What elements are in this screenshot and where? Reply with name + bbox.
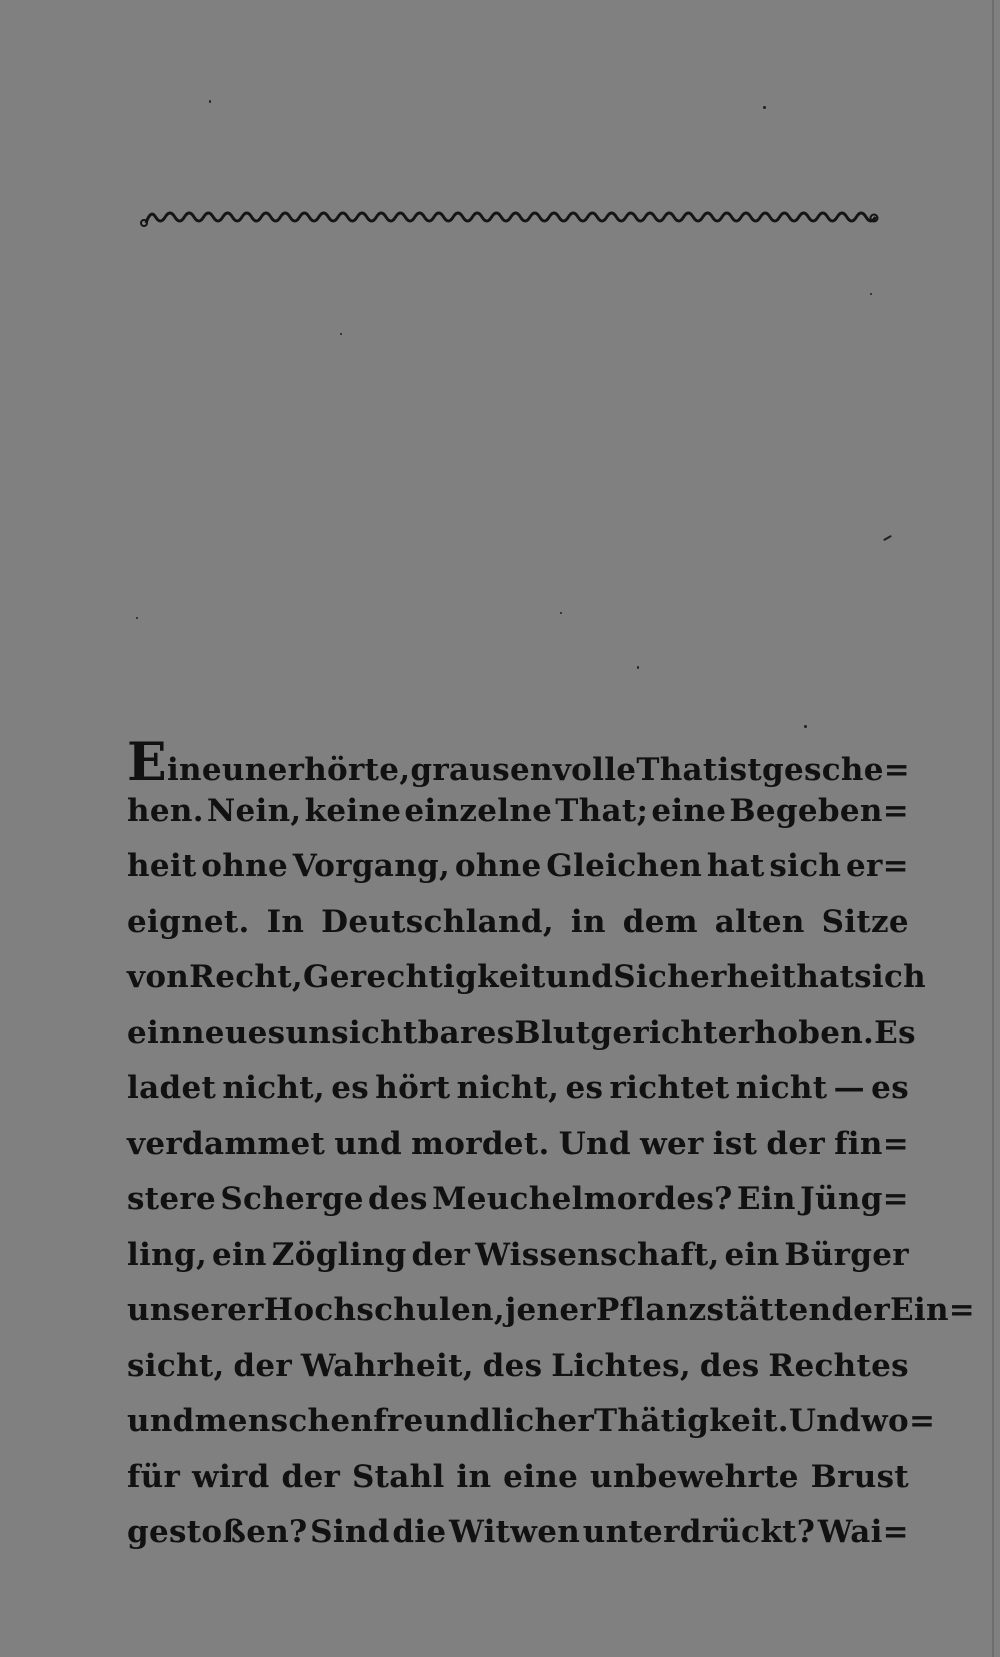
paper-speck bbox=[560, 612, 562, 614]
text-word: eine bbox=[503, 1458, 579, 1495]
text-word: Ein= bbox=[889, 1292, 976, 1328]
text-word: menschenfreundlicher bbox=[194, 1403, 595, 1439]
page-edge-shadow bbox=[992, 0, 994, 1657]
ornament-curl-left bbox=[141, 220, 147, 226]
ornament-wave bbox=[146, 213, 876, 223]
text-word: ein bbox=[127, 1014, 182, 1051]
body-text bbox=[127, 732, 976, 1570]
text-word: ohne bbox=[454, 848, 542, 884]
text-line bbox=[127, 1292, 976, 1348]
text-line bbox=[127, 848, 909, 904]
text-word: Wai= bbox=[817, 1514, 909, 1550]
text-word: wo= bbox=[861, 1403, 936, 1439]
text-word: Sitze bbox=[821, 903, 909, 940]
text-word: es bbox=[871, 1070, 909, 1106]
text-word: Sind bbox=[310, 1514, 390, 1550]
paper-speck bbox=[340, 333, 342, 335]
text-word: sich bbox=[769, 848, 842, 884]
text-word: Begeben= bbox=[729, 792, 909, 829]
text-word: gesche= bbox=[762, 752, 911, 788]
text-word: der bbox=[766, 1125, 826, 1162]
wavy-ornament-rule bbox=[140, 203, 880, 233]
text-word: des bbox=[699, 1347, 760, 1384]
paper-speck bbox=[883, 535, 892, 541]
text-line bbox=[127, 1403, 936, 1459]
text-line bbox=[127, 1181, 909, 1237]
text-word: alten bbox=[714, 903, 805, 940]
text-word: Blutgericht bbox=[514, 1014, 718, 1051]
text-word: unerhörte, bbox=[221, 752, 411, 788]
text-word: grausenvolle bbox=[410, 752, 637, 788]
paper-speck bbox=[637, 666, 639, 669]
text-line bbox=[127, 904, 909, 960]
paper-speck bbox=[209, 100, 211, 103]
text-word: ist bbox=[712, 1125, 758, 1162]
text-word: Wissenschaft, bbox=[475, 1236, 720, 1273]
text-word: sicht, bbox=[127, 1347, 225, 1384]
text-word: es bbox=[565, 1070, 604, 1106]
text-word: Eine bbox=[127, 732, 222, 793]
text-word: eignet. bbox=[127, 903, 250, 940]
text-word: verdammet bbox=[127, 1125, 326, 1162]
text-word: hen. bbox=[127, 792, 204, 829]
text-word: jener bbox=[504, 1292, 597, 1328]
text-word: gestoßen? bbox=[127, 1514, 308, 1550]
text-word: für bbox=[127, 1458, 181, 1495]
text-line bbox=[127, 1459, 909, 1515]
text-word: keine bbox=[304, 792, 402, 829]
text-word: ladet bbox=[127, 1070, 217, 1106]
text-word: Recht, bbox=[189, 959, 303, 995]
text-word: hat bbox=[796, 959, 855, 995]
text-word: nicht bbox=[735, 1070, 828, 1106]
text-word: richtet bbox=[609, 1070, 730, 1106]
text-word: fin= bbox=[834, 1125, 909, 1162]
text-word: heit bbox=[127, 848, 197, 884]
text-word: die bbox=[392, 1514, 447, 1550]
text-word: Und bbox=[558, 1125, 631, 1162]
text-line bbox=[127, 1348, 909, 1404]
text-word: ist bbox=[717, 752, 762, 788]
text-word: und bbox=[334, 1125, 402, 1162]
text-word: Meuchelmordes? bbox=[432, 1181, 733, 1217]
text-word: von bbox=[127, 959, 190, 995]
text-word: ein bbox=[211, 1236, 267, 1273]
text-word: — bbox=[833, 1070, 865, 1106]
text-word: sich bbox=[854, 959, 926, 995]
text-word: Vorgang, bbox=[292, 848, 451, 884]
text-word: des bbox=[368, 1181, 428, 1217]
text-word: mordet. bbox=[411, 1125, 550, 1162]
text-word: That; bbox=[555, 792, 649, 829]
text-word: in bbox=[456, 1458, 492, 1495]
text-word: Sicherheit bbox=[613, 959, 797, 995]
text-line bbox=[127, 793, 909, 849]
text-word: nicht, bbox=[222, 1070, 325, 1106]
text-line bbox=[127, 1014, 916, 1071]
text-word: des bbox=[482, 1347, 543, 1384]
text-word: Witwen bbox=[449, 1514, 581, 1550]
text-word: Stahl bbox=[351, 1458, 445, 1495]
text-word: stere bbox=[127, 1181, 217, 1217]
text-word: wer bbox=[639, 1125, 704, 1162]
text-word: wird bbox=[191, 1458, 270, 1495]
paper-speck bbox=[136, 617, 138, 619]
text-word: hat bbox=[706, 848, 765, 884]
text-word: Zögling bbox=[271, 1236, 407, 1273]
text-word: Lichtes, bbox=[551, 1347, 691, 1384]
text-word: unterdrückt? bbox=[582, 1514, 816, 1550]
text-word: dem bbox=[622, 903, 698, 940]
text-line bbox=[127, 732, 911, 793]
paper-speck bbox=[763, 106, 766, 109]
text-word: Gleichen bbox=[546, 848, 703, 884]
text-word: und bbox=[127, 1403, 195, 1439]
text-word: der bbox=[281, 1458, 341, 1495]
text-word: der bbox=[233, 1347, 293, 1384]
text-word: Brust bbox=[810, 1458, 909, 1495]
text-line bbox=[127, 1070, 909, 1126]
text-word: in bbox=[570, 903, 606, 940]
text-word: der bbox=[831, 1292, 890, 1328]
text-word: Ein bbox=[736, 1181, 796, 1217]
text-word: einzelne bbox=[404, 792, 553, 829]
text-word: Thätigkeit. bbox=[594, 1403, 789, 1439]
text-word: ohne bbox=[201, 848, 288, 884]
text-word: hört bbox=[375, 1070, 451, 1106]
text-word: Jüng= bbox=[800, 1181, 909, 1217]
text-word: der bbox=[411, 1236, 471, 1273]
paper-speck bbox=[870, 293, 872, 295]
text-line bbox=[127, 1514, 909, 1570]
text-word: Pflanzstätten bbox=[596, 1292, 832, 1328]
text-word: Bürger bbox=[784, 1236, 909, 1273]
text-word: Und bbox=[788, 1403, 862, 1439]
initial-letter: E bbox=[127, 732, 167, 793]
text-line bbox=[127, 1237, 909, 1293]
text-word: neues bbox=[181, 1014, 286, 1051]
text-word: Wahrheit, bbox=[300, 1347, 474, 1384]
text-word: unsichtbares bbox=[285, 1014, 515, 1051]
text-word: nicht, bbox=[456, 1070, 560, 1106]
text-word: unbewehrte bbox=[589, 1458, 799, 1495]
text-word: erhoben. bbox=[717, 1014, 875, 1051]
text-word: Deutschland, bbox=[321, 903, 554, 940]
text-word: er= bbox=[846, 848, 909, 884]
text-word: und bbox=[545, 959, 614, 995]
wavy-ornament-icon bbox=[140, 203, 880, 233]
text-word: unserer bbox=[127, 1292, 264, 1328]
text-word: Nein, bbox=[206, 792, 302, 829]
text-word: ling, bbox=[127, 1236, 208, 1273]
paper-speck bbox=[804, 725, 807, 728]
text-word: ein bbox=[724, 1236, 780, 1273]
text-word: That bbox=[636, 752, 718, 788]
text-word: Scherge bbox=[220, 1181, 364, 1217]
text-word: Hochschulen, bbox=[263, 1292, 505, 1328]
text-word: eine bbox=[651, 792, 727, 829]
text-word: In bbox=[266, 903, 305, 940]
text-word: Es bbox=[874, 1014, 916, 1051]
text-word: Rechtes bbox=[768, 1347, 909, 1384]
text-line bbox=[127, 959, 926, 1015]
text-word: es bbox=[331, 1070, 370, 1106]
text-word: Gerechtigkeit bbox=[302, 959, 546, 995]
text-line bbox=[127, 1126, 909, 1182]
